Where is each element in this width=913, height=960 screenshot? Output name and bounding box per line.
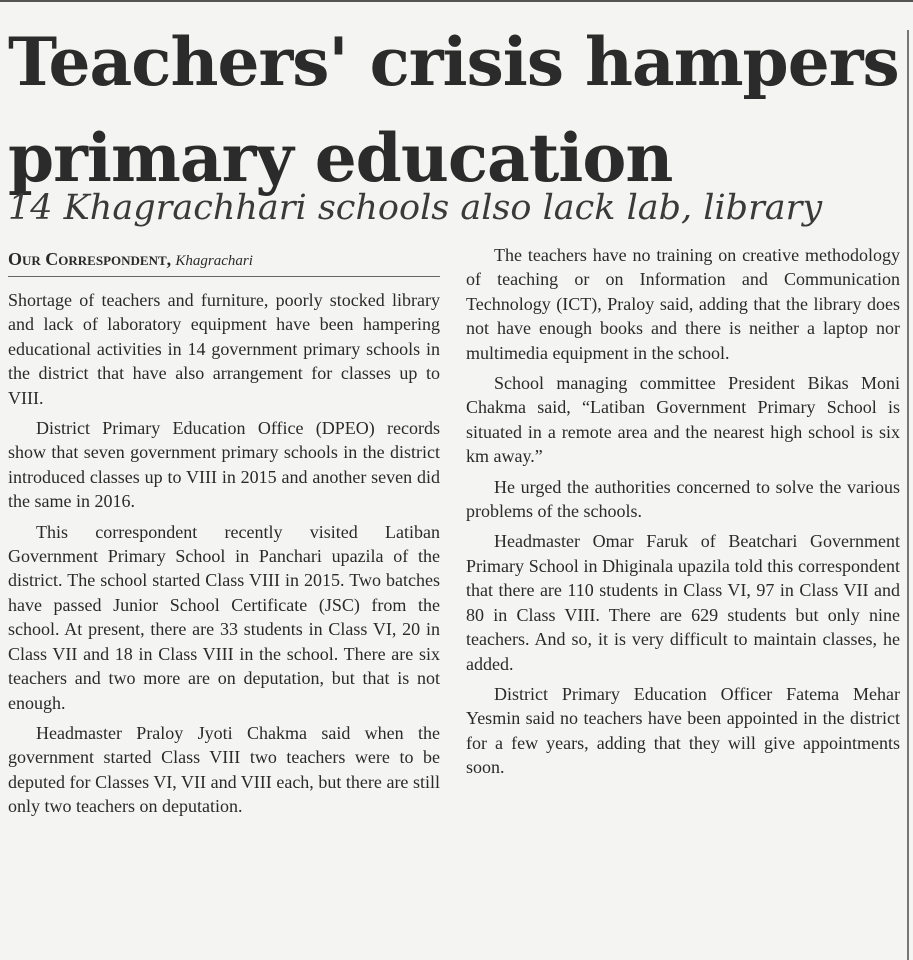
- paragraph: School managing committee President Bikas Moni Chakma said, “Latiban Government Primary School is situated in a remote area and the nearest high school is six km away.”: [466, 373, 900, 467]
- headline-line-1: Teachers' crisis hampers: [8, 23, 899, 101]
- paragraph: District Primary Education Office (DPEO) records show that seven government primary schools in the district introduced classes up to VIII in 2015 and another seven did the same in 2016.: [8, 418, 440, 512]
- paragraph: Shortage of teachers and furniture, poorly stocked library and lack of laboratory equipment have been hampering educational activities in 14 government primary schools in the district that have also arrangement for classes up to VIII.: [8, 290, 440, 408]
- byline: [8, 248, 440, 272]
- paragraph: District Primary Education Officer Fatema Mehar Yesmin said no teachers have been appointed in the district for a few years, adding that they will give appointments soon.: [466, 683, 900, 778]
- paragraph: Headmaster Omar Faruk of Beatchari Government Primary School in Dhiginala upazila told this correspondent that there are 110 students in Class VI, 97 in Class VII and 80 in Class VIII. There are 629 students but only nine teachers. And so, it is very difficult to maintain classes, he added.: [466, 531, 900, 674]
- paragraph: He urged the authorities concerned to solve the various problems of the schools.: [466, 476, 900, 522]
- byline-name: Our Correspondent,: [8, 249, 172, 269]
- paragraph: The teachers have no training on creative methodology of teaching or on Information and Communication Technology (ICT), Praloy said, adding that the library does not have enough books and there is neither a laptop nor multimedia equipment in the school.: [466, 245, 900, 363]
- article-column-left: [8, 288, 440, 825]
- subheadline: 14 Khagrachhari schools also lack lab, library: [8, 188, 823, 228]
- top-rule: [0, 0, 913, 2]
- paragraph: This correspondent recently visited Latiban Government Primary School in Panchari upazila of the district. The school started Class VIII in 2015. Two batches have passed Junior School Certificate (JSC) from the school. At present, there are 33 students in Class VI, 20 in Class VII and 18 in Class VIII in the school. There are six teachers and two more are on deputation, but that is not enough.: [8, 521, 440, 713]
- headline: [8, 14, 903, 206]
- byline-place: Khagrachari: [175, 253, 253, 269]
- headline-line-2: primary education: [8, 119, 673, 197]
- byline-rule: [8, 276, 440, 277]
- paragraph: Headmaster Praloy Jyoti Chakma said when the government started Class VIII two teachers were to be deputed for Classes VI, VII and VIII each, but there are still only two teachers on deputation.: [8, 722, 440, 817]
- article-column-right: [466, 243, 900, 786]
- column-rule: [907, 30, 909, 960]
